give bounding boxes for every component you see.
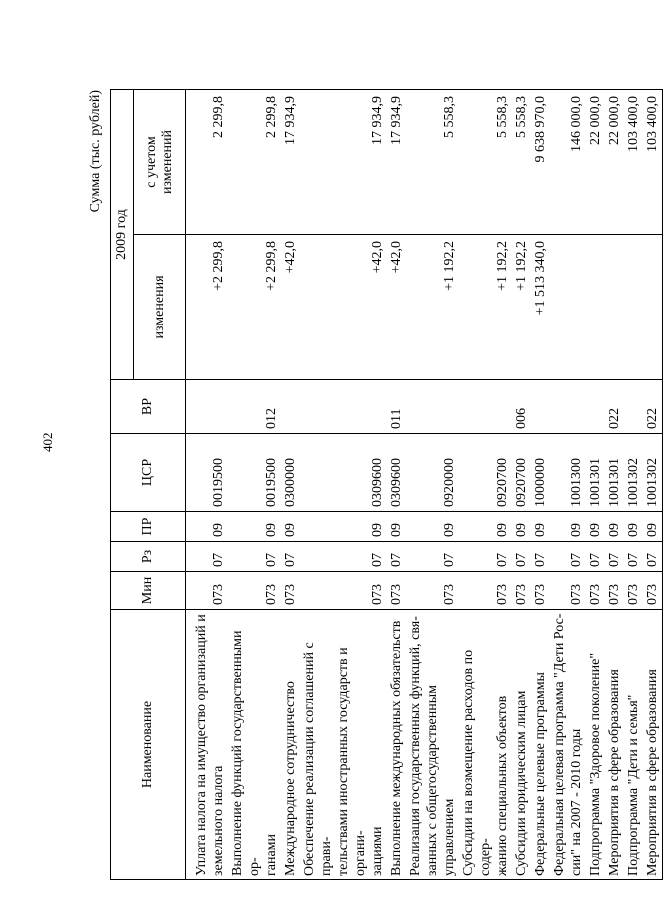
row-min: 073 [192,572,228,610]
header-year: 2009 год [111,90,134,380]
row-name-line: зациями [370,826,385,876]
row-name-line: Реализация государственных функций, свя- [408,616,423,876]
row-name-line: земельного налога [211,765,226,876]
row-change: +2 299,8 [192,235,228,380]
row-csr: 0920700 [459,434,512,512]
table-row [300,90,387,880]
header-min: Мин [111,572,186,610]
row-vr: 006 [512,380,531,434]
table-row [550,90,586,880]
row-rz: 07 [550,542,586,572]
row-csr: 0920000 [406,434,459,512]
header-name: Наименование [111,610,186,880]
row-pr: 09 [643,512,663,542]
row-vr: 011 [387,380,406,434]
table-row [531,90,550,880]
row-rz: 07 [406,542,459,572]
row-total: 17 934,9 [387,90,406,235]
row-csr: 0019500 [228,434,281,512]
row-min: 073 [228,572,281,610]
row-vr: 012 [228,380,281,434]
rotated-table-container [88,90,660,880]
row-csr: 0920700 [512,434,531,512]
row-total: 2 299,8 [228,90,281,235]
row-vr [586,380,605,434]
row-csr: 1001302 [643,434,663,512]
row-name-line: сии" на 2007 - 2010 годы [569,728,584,876]
row-change: +1 192,2 [459,235,512,380]
row-pr: 09 [531,512,550,542]
row-min: 073 [550,572,586,610]
row-min: 073 [643,572,663,610]
row-name-line: Международное сотрудничество [283,681,298,876]
row-pr: 09 [387,512,406,542]
row-pr: 09 [281,512,300,542]
row-vr [531,380,550,434]
table-row [281,90,300,880]
table-row [605,90,624,880]
row-vr [459,380,512,434]
row-name-line: Федеральные целевые программы [533,672,548,876]
row-rz: 07 [192,542,228,572]
row-rz: 07 [624,542,643,572]
row-name [550,610,586,880]
table-body [186,90,663,880]
row-total: 22 000,0 [586,90,605,235]
row-name [228,610,281,880]
row-name-line: Субсидии на возмещение расходов по содер- [461,649,493,876]
row-csr: 1001300 [550,434,586,512]
row-total: 9 638 970,0 [531,90,550,235]
row-rz: 07 [512,542,531,572]
row-rz: 07 [605,542,624,572]
row-change [550,235,586,380]
row-name [387,610,406,880]
row-name [624,610,643,880]
row-pr: 09 [605,512,624,542]
row-name-line: Уплата налога на имущество организаций и [194,614,209,876]
row-name [281,610,300,880]
row-csr: 1001301 [586,434,605,512]
header-csr: ЦСР [111,434,186,512]
table-row [624,90,643,880]
row-min: 073 [605,572,624,610]
row-min: 073 [531,572,550,610]
row-name [531,610,550,880]
row-rz: 07 [300,542,387,572]
table-row [643,90,663,880]
row-name-line: Обеспечение реализации соглашений с прави- [302,642,334,876]
row-total: 103 400,0 [643,90,663,235]
table-row [459,90,512,880]
row-change: +42,0 [387,235,406,380]
row-csr: 0300000 [281,434,300,512]
table-row [228,90,281,880]
row-name [300,610,387,880]
row-vr [300,380,387,434]
row-vr [281,380,300,434]
row-name-line: ганами [264,833,279,876]
row-name [459,610,512,880]
row-name-line: Федеральная целевая программа "Дети Рос- [552,613,567,876]
row-min: 073 [281,572,300,610]
row-pr: 09 [550,512,586,542]
row-min: 073 [387,572,406,610]
row-pr: 09 [406,512,459,542]
row-name [605,610,624,880]
row-pr: 09 [300,512,387,542]
row-name-line: жанию специальных объектов [495,695,510,876]
row-change: +42,0 [300,235,387,380]
row-vr: 022 [605,380,624,434]
row-min: 073 [512,572,531,610]
row-rz: 07 [459,542,512,572]
page-number: 402 [40,432,55,452]
header-rz: Рз [111,542,186,572]
row-rz: 07 [643,542,663,572]
row-vr [550,380,586,434]
budget-table [110,89,663,880]
row-change: +1 192,2 [406,235,459,380]
header-with-changes-line-2: изменений [159,129,175,195]
row-name-line: Субсидии юридическим лицам [514,690,529,876]
row-min: 073 [459,572,512,610]
row-pr: 09 [512,512,531,542]
row-total: 17 934,9 [300,90,387,235]
row-total: 103 400,0 [624,90,643,235]
row-rz: 07 [387,542,406,572]
row-rz: 07 [228,542,281,572]
table-row [387,90,406,880]
row-change: +2 299,8 [228,235,281,380]
row-min: 073 [624,572,643,610]
row-total: 5 558,3 [406,90,459,235]
row-total: 2 299,8 [192,90,228,235]
row-name-line: занных с общегосударственным управлением [425,684,457,876]
table-row [586,90,605,880]
row-name [586,610,605,880]
row-change [643,235,663,380]
row-csr: 1001302 [624,434,643,512]
table-row [192,90,228,880]
row-change [624,235,643,380]
row-total: 17 934,9 [281,90,300,235]
table-row [406,90,459,880]
row-name [512,610,531,880]
row-name-line: Выполнение международных обязательств [389,620,404,876]
row-total: 22 000,0 [605,90,624,235]
row-name-line: тельствами иностранных государств и органи- [336,647,368,876]
row-csr: 1000000 [531,434,550,512]
row-name-line: Подпрограмма "Дети и семья" [626,694,641,876]
sum-caption: Сумма (тыс. рублей) [88,90,103,213]
table-row [512,90,531,880]
header-changes: изменения [134,235,186,380]
row-rz: 07 [531,542,550,572]
row-change: +1 192,2 [512,235,531,380]
row-vr [406,380,459,434]
row-csr: 0309600 [300,434,387,512]
row-name [192,610,228,880]
row-min: 073 [300,572,387,610]
row-pr: 09 [586,512,605,542]
row-csr: 0309600 [387,434,406,512]
row-name [406,610,459,880]
row-pr: 09 [228,512,281,542]
row-csr: 0019500 [192,434,228,512]
row-total: 146 000,0 [550,90,586,235]
row-name [643,610,663,880]
row-change: +42,0 [281,235,300,380]
row-change [586,235,605,380]
header-pr: ПР [111,512,186,542]
row-change: +1 513 340,0 [531,235,550,380]
row-change [605,235,624,380]
table-header [111,90,186,880]
header-with-changes-line-1: с учетом [143,136,159,188]
row-min: 073 [586,572,605,610]
row-pr: 09 [192,512,228,542]
row-min: 073 [406,572,459,610]
row-name-line: Мероприятия в сфере образования [607,669,622,876]
row-rz: 07 [586,542,605,572]
row-vr [192,380,228,434]
row-name-line: Мероприятия в сфере образования [645,669,660,876]
header-vr: ВР [111,380,186,434]
row-total: 5 558,3 [459,90,512,235]
row-pr: 09 [459,512,512,542]
header-with-changes [134,90,186,235]
row-csr: 1001301 [605,434,624,512]
row-vr [624,380,643,434]
row-pr: 09 [624,512,643,542]
row-rz: 07 [281,542,300,572]
row-name-line: Выполнение функций государственными ор- [230,630,262,876]
row-vr: 022 [643,380,663,434]
row-total: 5 558,3 [512,90,531,235]
row-name-line: Подпрограмма "Здоровое поколение" [588,652,603,876]
